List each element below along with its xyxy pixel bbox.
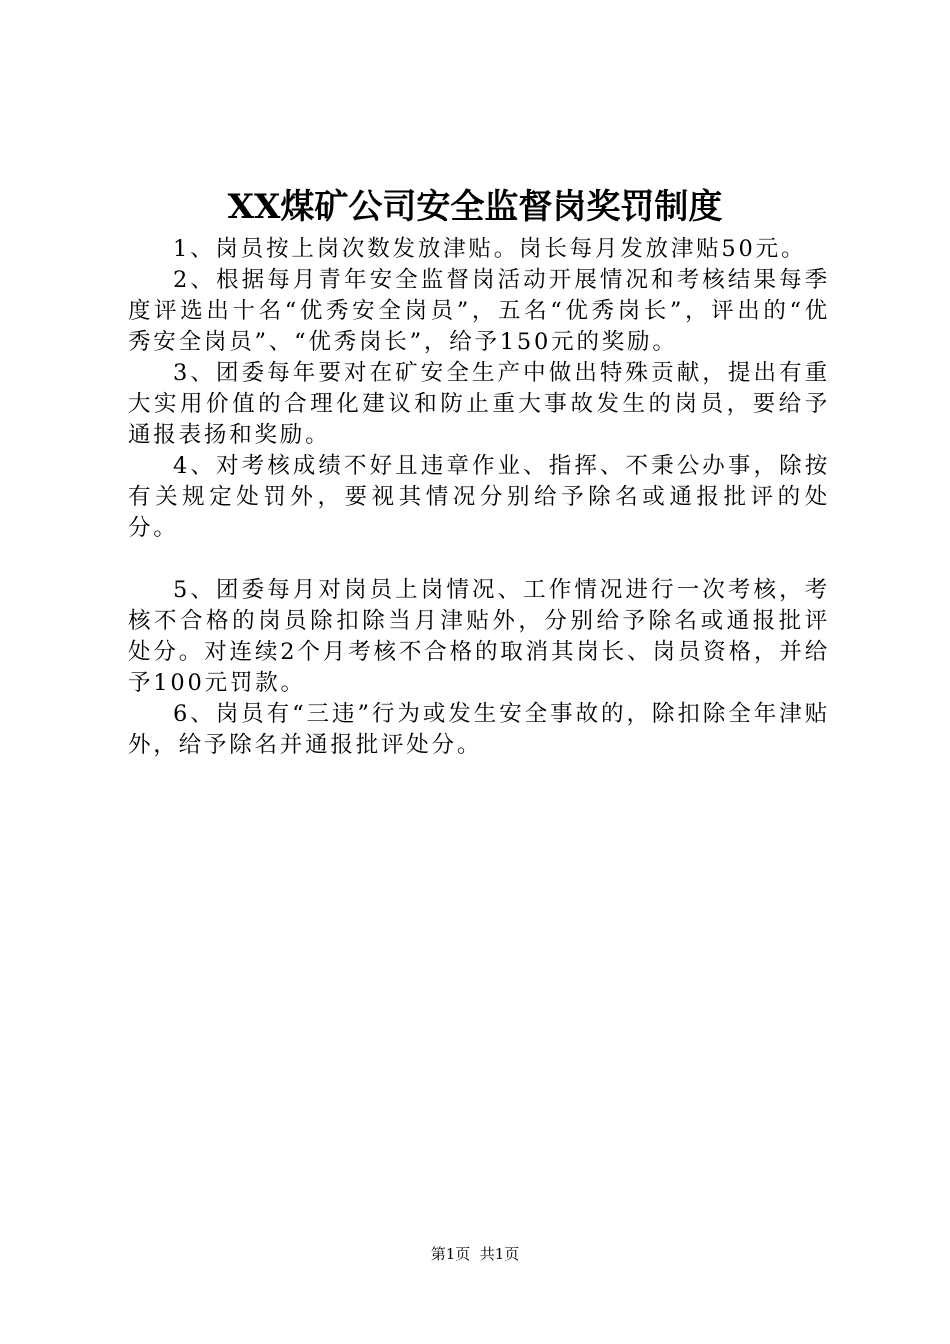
document-body [128,234,830,761]
document-title: XX煤矿公司安全监督岗奖罚制度 [227,187,723,227]
paragraph-1: 1、岗员按上岗次数发放津贴。岗长每月发放津贴50元。 [173,236,807,262]
paragraph-2: 2、根据每月青年安全监督岗活动开展情况和考核结果每季度评选出十名“优秀安全岗员”，五名“优秀岗长”，评出的“优秀安全岗员”、“优秀岗长”，给予150元的奖励。 [128,267,830,355]
paragraph-6: 6、岗员有“三违”行为或发生安全事故的，除扣除全年津贴外，给予除名并通报批评处分。 [128,701,830,758]
paragraph-3: 3、团委每年要对在矿安全生产中做出特殊贡献，提出有重大实用价值的合理化建议和防止重大事故发生的岗员，要给予通报表扬和奖励。 [128,360,830,448]
paragraph-4: 4、对考核成绩不好且违章作业、指挥、不秉公办事，除按有关规定处罚外，要视其情况分别给予除名或通报批评的处分。 [128,453,830,541]
paragraph-5: 5、团委每月对岗员上岗情况、工作情况进行一次考核，考核不合格的岗员除扣除当月津贴外，分别给予除名或通报批评处分。对连续2个月考核不合格的取消其岗长、岗员资格，并给予100元罚款。 [128,577,830,696]
page-footer: 第1页 共1页 [430,1245,520,1263]
